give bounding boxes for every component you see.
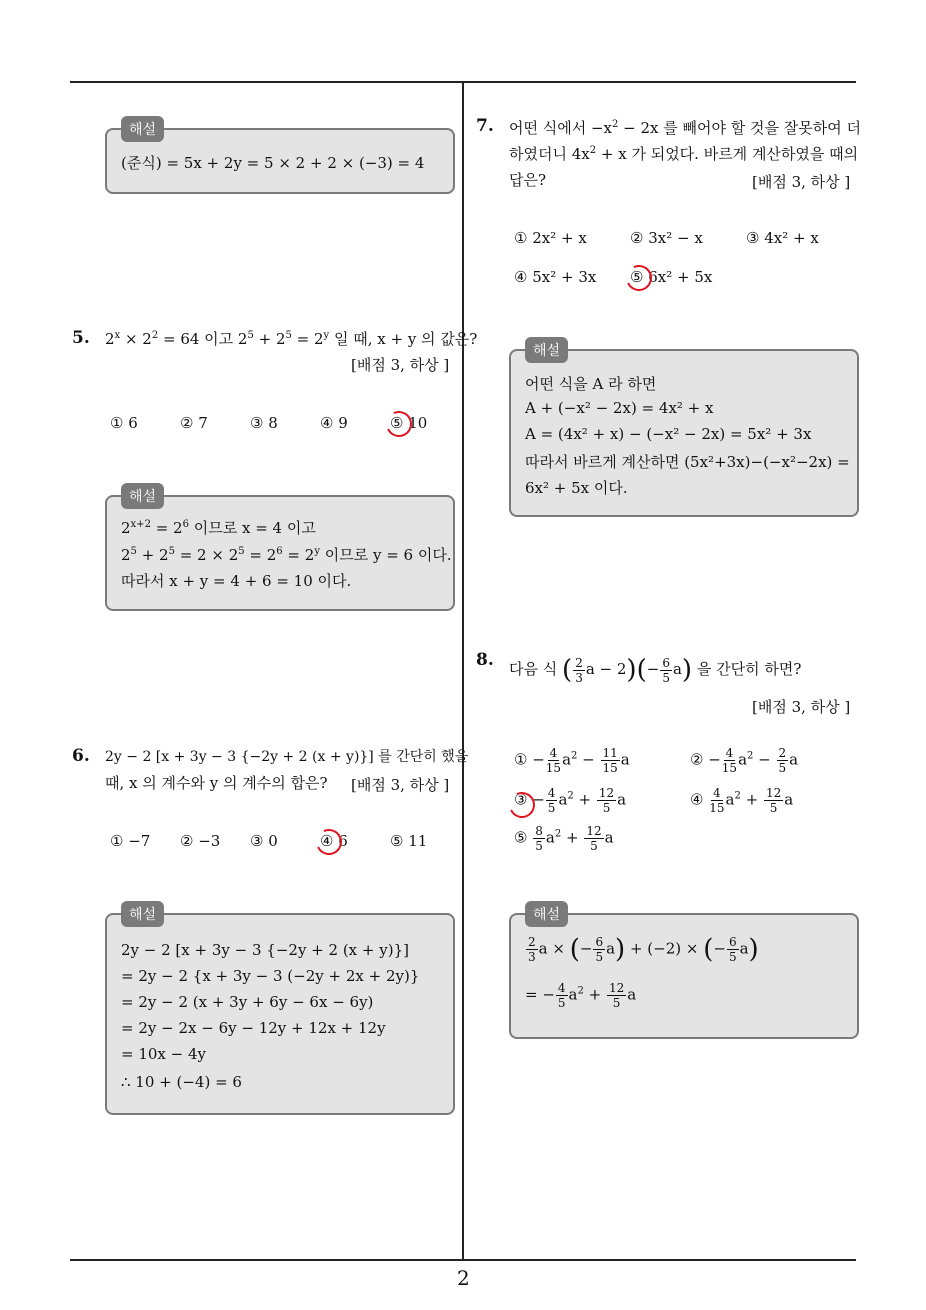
q6-solution-line-1: 2y − 2 [x + 3y − 3 {−2y + 2 (x + y)}] (121, 941, 409, 959)
q6-choice-3[interactable]: ③ 0 (250, 832, 278, 850)
q5-question: $2^x \times 2^2 = 64$ 이고 $2^5 + 2^5 = 2^y$ 일 때, x + y 의 값은? (105, 330, 478, 348)
q5-score: [배점 3, 하상 ] (351, 356, 450, 374)
solution-badge: 해설 (525, 901, 568, 927)
q8-solution-line-1: $\frac{2}{3}$ a × (− $\frac{6}{5}$ a) + (−2) × (− $\frac{6}{5}$ a) (528, 934, 759, 965)
q7-score: [배점 3, 하상 ] (752, 173, 851, 191)
q6-solution-line-5: = 10x − 4y (121, 1045, 207, 1063)
q7-choice-4[interactable]: ④ 5x² + 3x (514, 268, 597, 286)
solution-badge: 해설 (525, 337, 568, 363)
q8-choice-1[interactable]: ① − $\frac{4}{15}$ $a^2$ − $\frac{11}{15}$ a (514, 746, 630, 775)
q8-choice-2[interactable]: ② − $\frac{4}{15}$ $a^2$ − $\frac{2}{5}$ a (690, 746, 799, 775)
q6-question-line-1: 2y − 2 [x + 3y − 3 {−2y + 2 (x + y)}] 를 간단히 했을 (105, 749, 469, 765)
q7-number: 7. (476, 116, 494, 136)
column-divider (462, 83, 464, 1260)
q7-question-line-3: 답은? (509, 171, 547, 189)
q6-choice-5[interactable]: ⑤ 11 (390, 832, 428, 850)
q7-choice-1[interactable]: ① 2x² + x (514, 229, 587, 247)
q8-solution-line-2: = − $\frac{4}{5}$ $a^2$ + $\frac{12}{5}$ a (525, 981, 637, 1010)
q6-answer-mark (312, 825, 345, 858)
solution-badge: 해설 (121, 116, 164, 142)
q5-choice-2[interactable]: ② 7 (180, 414, 208, 432)
q7-solution-line-5: 6x² + 5x 이다. (525, 479, 628, 497)
bottom-rule (70, 1259, 856, 1261)
q6-solution-line-4: = 2y − 2x − 6y − 12y + 12x + 12y (121, 1019, 386, 1037)
q5-choice-4[interactable]: ④ 9 (320, 414, 348, 432)
q6-choice-2[interactable]: ② −3 (180, 832, 221, 850)
q8-number: 8. (476, 650, 494, 670)
q6-question-line-2: 때, x 의 계수와 y 의 계수의 합은? (105, 774, 328, 792)
q5-solution-box (105, 489, 455, 611)
q8-choice-3[interactable]: ③ − $\frac{4}{5}$ $a^2$ + $\frac{12}{5}$ a (514, 786, 627, 815)
q8-question: 다음 식 ( $\frac{2}{3}$ a − 2)(− $\frac{6}{5}$ a) 을 간단히 하면? (509, 655, 802, 685)
q5-solution-line-2: $2^5 + 2^5 = 2 \times 2^5 = 2^6 = 2^y$ 이므로 y = 6 이다. (121, 546, 452, 564)
q7-question-line-1: 어떤 식에서 $-x^2 - 2x$ 를 빼어야 할 것을 잘못하여 더 (509, 119, 861, 137)
solution-badge: 해설 (121, 483, 164, 509)
q7-solution-line-2: A + (−x² − 2x) = 4x² + x (525, 399, 714, 417)
q8-score: [배점 3, 하상 ] (752, 698, 851, 716)
q7-question-line-2: 하였더니 $4x^2 + x$ 가 되었다. 바르게 계산하였을 때의 (509, 145, 859, 163)
q8-solution-box (509, 907, 859, 1039)
q6-choice-4[interactable]: ④ 6 (320, 832, 348, 850)
q7-solution-line-4: 따라서 바르게 계산하면 (5x²+3x)−(−x²−2x) = (525, 453, 850, 471)
q5-choice-1[interactable]: ① 6 (110, 414, 138, 432)
q5-choice-5[interactable]: ⑤ 10 (390, 414, 428, 432)
solution-badge: 해설 (121, 901, 164, 927)
q7-solution-line-3: A = (4x² + x) − (−x² − 2x) = 5x² + 3x (525, 425, 812, 443)
q5-number: 5. (72, 328, 90, 348)
q8-choice-5[interactable]: ⑤ $\frac{8}{5}$ $a^2$ + $\frac{12}{5}$ a (514, 824, 614, 853)
q8-choice-4[interactable]: ④ $\frac{4}{15}$ $a^2$ + $\frac{12}{5}$ a (690, 786, 794, 815)
q7-solution-line-1: 어떤 식을 A 라 하면 (525, 375, 657, 393)
q6-solution-line-2: = 2y − 2 {x + 3y − 3 (−2y + 2x + 2y)} (121, 967, 420, 985)
q7-answer-mark (622, 261, 655, 294)
q5-choice-3[interactable]: ③ 8 (250, 414, 278, 432)
q7-choice-2[interactable]: ② 3x² − x (630, 229, 703, 247)
q6-solution-box (105, 907, 455, 1115)
q4-solution-line: (준식) = 5x + 2y = 5 × 2 + 2 × (−3) = 4 (121, 154, 425, 172)
q6-score: [배점 3, 하상 ] (351, 776, 450, 794)
q5-solution-line-1: $2^{x+2} = 2^6$ 이므로 x = 4 이고 (121, 519, 316, 537)
q7-choice-3[interactable]: ③ 4x² + x (746, 229, 819, 247)
q5-solution-line-3: 따라서 x + y = 4 + 6 = 10 이다. (121, 572, 352, 590)
q5-answer-mark (382, 407, 415, 440)
q6-solution-line-3: = 2y − 2 (x + 3y + 6y − 6x − 6y) (121, 993, 374, 1011)
page-number: 2 (457, 1266, 470, 1290)
q4-solution-box (105, 122, 455, 194)
q6-solution-line-6: ∴ 10 + (−4) = 6 (121, 1073, 242, 1091)
q7-solution-box (509, 343, 859, 517)
q6-choice-1[interactable]: ① −7 (110, 832, 151, 850)
q7-choice-5[interactable]: ⑤ 6x² + 5x (630, 268, 713, 286)
q6-number: 6. (72, 746, 90, 766)
